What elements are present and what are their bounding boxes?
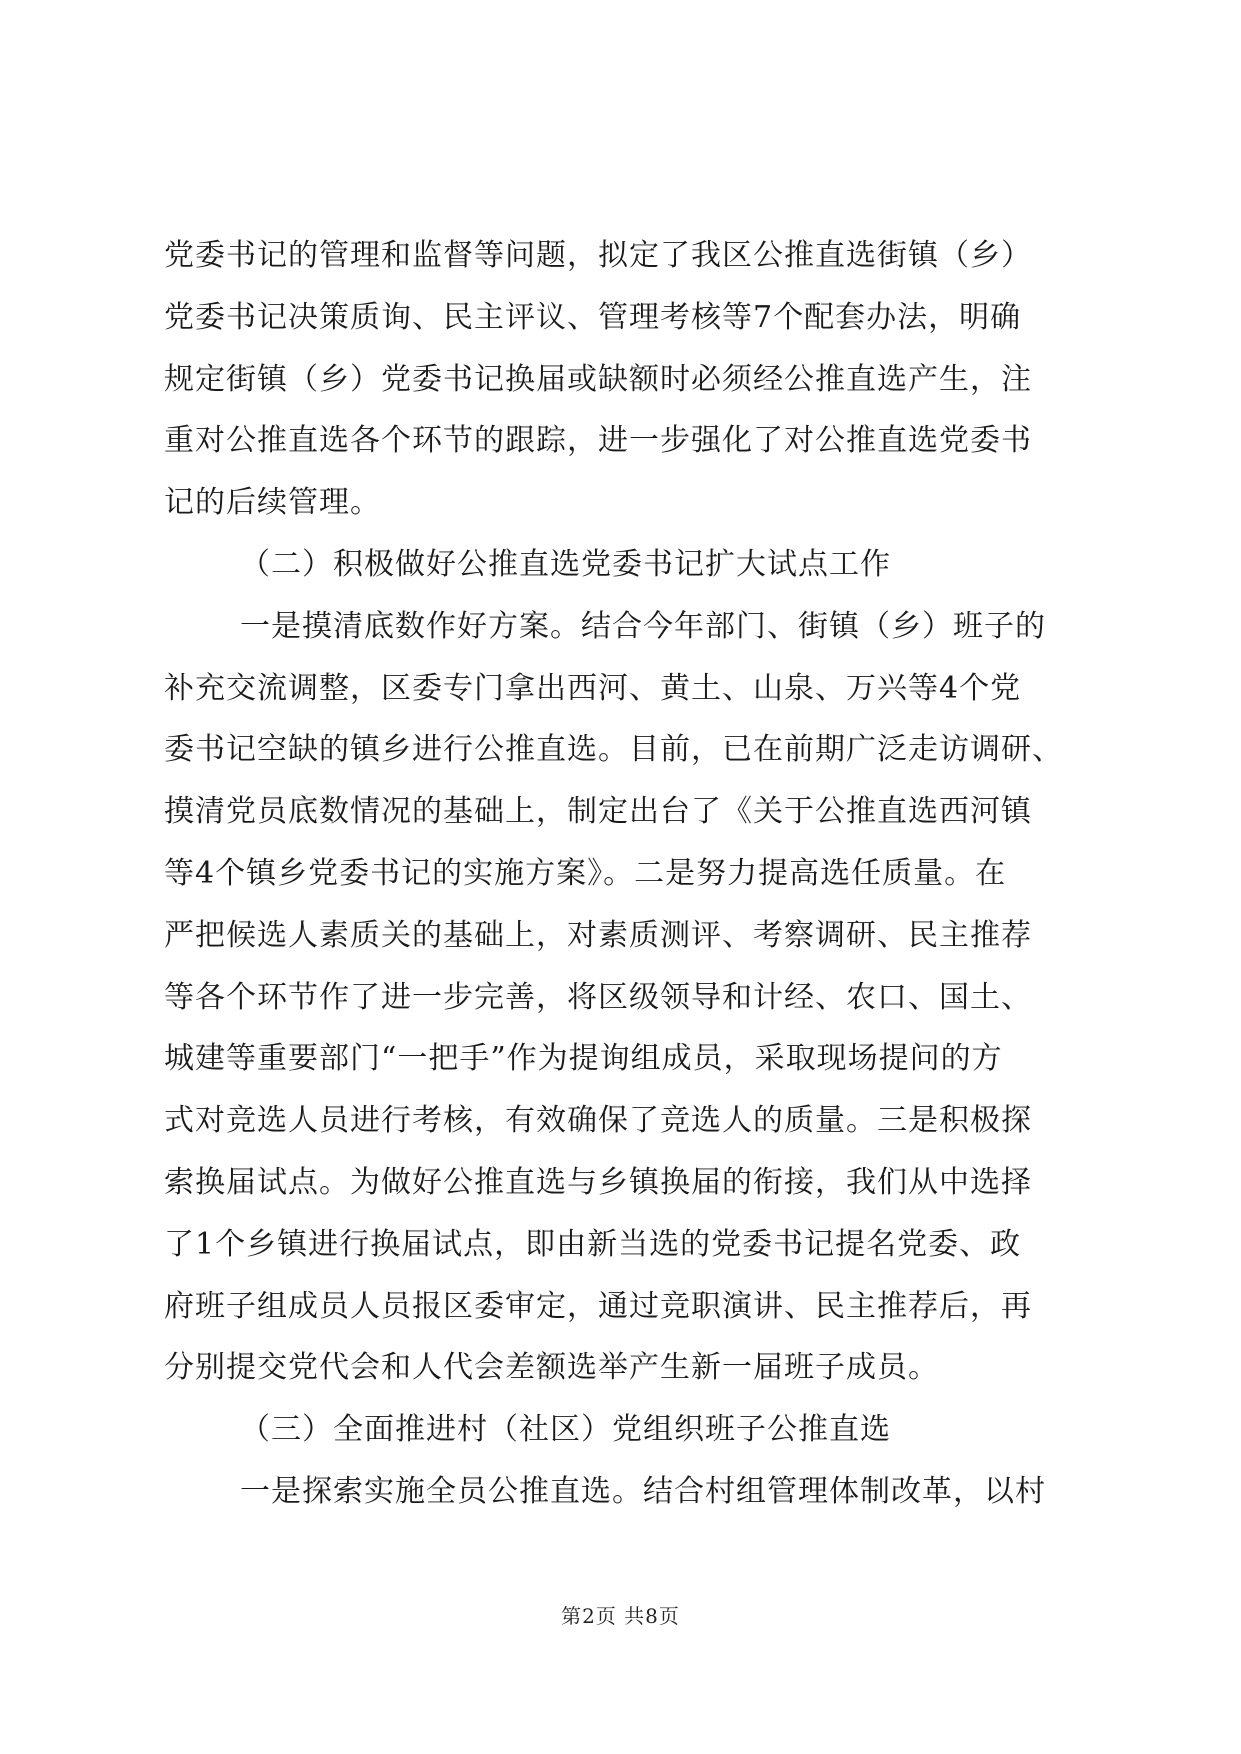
text-line: 党委书记的管理和监督等问题，拟定了我区公推直选街镇（乡）	[164, 238, 1032, 273]
text-line: 等4个镇乡党委书记的实施方案》。二是努力提高选任质量。在	[164, 855, 1007, 891]
text-line: 索换届试点。为做好公推直选与乡镇换届的衔接，我们从中选择	[164, 1164, 1032, 1200]
text-line: 了1个乡镇进行换届试点，即由新当选的党委书记提名党委、政	[164, 1226, 1022, 1262]
text-line: 严把候选人素质关的基础上，对素质测评、考察调研、民主推荐	[164, 917, 1032, 953]
section-heading: （三）全面推进村（社区）党组织班子公推直选	[240, 1412, 891, 1448]
text-line: 记的后续管理。	[164, 485, 381, 521]
page-footer: 第2页 共8页	[561, 1604, 680, 1628]
text-line: 摸清党员底数情况的基础上，制定出台了《关于公推直选西河镇	[164, 794, 1032, 830]
text-line: 分别提交党代会和人代会差额选举产生新一届班子成员。	[164, 1350, 939, 1386]
paragraph-first-line: 一是摸清底数作好方案。结合今年部门、街镇（乡）班子的	[240, 608, 1046, 644]
text-line: 重对公推直选各个环节的跟踪，进一步强化了对公推直选党委书	[164, 423, 1032, 459]
paragraph-first-line: 一是探索实施全员公推直选。结合村组管理体制改革，以村	[240, 1473, 1046, 1509]
section-heading: （二）积极做好公推直选党委书记扩大试点工作	[240, 546, 891, 582]
text-line: 委书记空缺的镇乡进行公推直选。目前，已在前期广泛走访调研、	[164, 732, 1063, 768]
text-line: 等各个环节作了进一步完善，将区级领导和计经、农口、国土、	[164, 979, 1032, 1015]
text-line: 党委书记决策质询、民主评议、管理考核等7个配套办法，明确	[164, 299, 1022, 335]
document-body	[164, 225, 1082, 1523]
text-line: 规定街镇（乡）党委书记换届或缺额时必须经公推直选产生，注	[164, 361, 1032, 397]
text-line: 补充交流调整，区委专门拿出西河、黄土、山泉、万兴等4个党	[164, 670, 1022, 706]
text-line: 府班子组成员人员报区委审定，通过竞职演讲、民主推荐后，再	[164, 1288, 1032, 1324]
text-line: 式对竞选人员进行考核，有效确保了竞选人的质量。三是积极探	[164, 1103, 1032, 1139]
text-line: 城建等重要部门“一把手”作为提询组成员，采取现场提问的方	[164, 1041, 1003, 1077]
